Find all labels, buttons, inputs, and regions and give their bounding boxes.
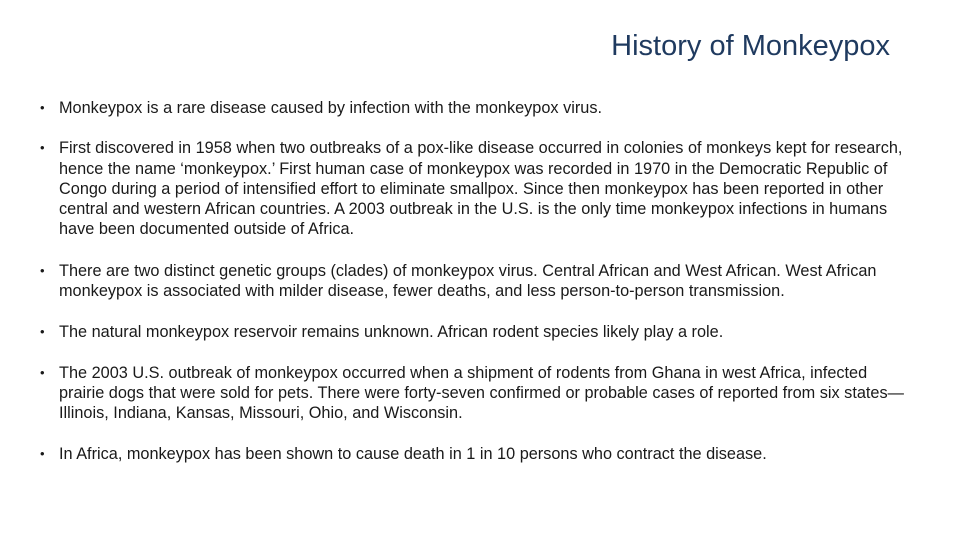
- bullet-item-discovery: [40, 138, 910, 239]
- bullet-text: The 2003 U.S. outbreak of monkeypox occurred when a shipment of rodents from Ghana in west Africa, infected prairie dogs that were sold for pets. There were forty-seven confirmed or probable cases of reported from six states—Illinois, Indiana, Kansas, Missouri, Ohio, and Wisconsin.: [59, 363, 904, 423]
- bullet-point-icon: •: [40, 262, 45, 278]
- bullet-text: Monkeypox is a rare disease caused by infection with the monkeypox virus.: [59, 99, 602, 117]
- bullet-item-definition: [40, 98, 910, 118]
- bullet-text: There are two distinct genetic groups (clades) of monkeypox virus. Central African and West African. West African monkeypox is associated with milder disease, fewer deaths, and less person-to-person transmission.: [59, 261, 877, 301]
- bullet-point-icon: •: [40, 140, 45, 156]
- bullet-point-icon: •: [40, 324, 45, 340]
- bullet-point-icon: •: [40, 364, 45, 380]
- bullet-list: [40, 98, 910, 484]
- bullet-item-mortality: [40, 444, 910, 464]
- bullet-item-reservoir: [40, 322, 910, 342]
- slide-title: History of Monkeypox: [611, 30, 890, 62]
- bullet-text: The natural monkeypox reservoir remains unknown. African rodent species likely play a role.: [59, 323, 724, 342]
- bullet-text: First discovered in 1958 when two outbreaks of a pox-like disease occurred in colonies of monkeys kept for research, hence the name ‘monkeypox.’ First human case of monkeypox was recorded in 1970 in the Democratic Republic of Congo during a period of intensified effort to eliminate smallpox. Since then monkeypox has been reported in other central and western African countries. A 2003 outbreak in the U.S. is the only time monkeypox infections in humans have been documented outside of Africa.: [59, 139, 903, 239]
- bullet-item-us-outbreak: [40, 363, 910, 424]
- bullet-item-clades: [40, 261, 910, 302]
- bullet-text: In Africa, monkeypox has been shown to cause death in 1 in 10 persons who contract the disease.: [59, 444, 767, 463]
- bullet-point-icon: •: [40, 445, 45, 461]
- bullet-point-icon: •: [40, 100, 45, 115]
